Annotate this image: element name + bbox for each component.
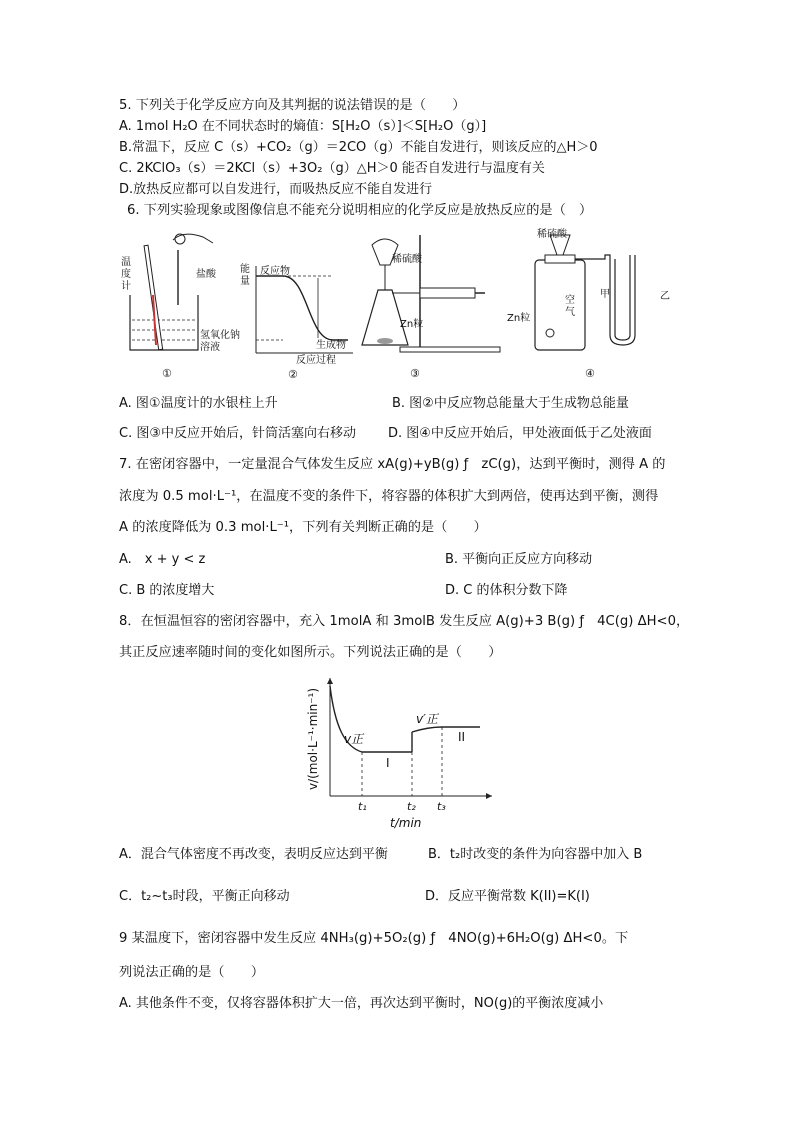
figure-1-beaker bbox=[118, 225, 240, 385]
t2-label: t₂ bbox=[407, 800, 416, 813]
q7-option-a: A. x + y < z bbox=[119, 552, 206, 567]
reaction-process-label: 反应过程 bbox=[296, 355, 336, 366]
q9-option-a: A. 其他条件不变，仅将容器体积扩大一倍，再次达到平衡时，NO(g)的平衡浓度减小 bbox=[119, 996, 604, 1011]
q5-option-b: B.常温下，反应 C（s）+CO₂（g）＝2CO（g）不能自发进行，则该反应的△H＞0 bbox=[119, 140, 598, 155]
zinc-granules-label-4: Zn粒 bbox=[507, 313, 531, 324]
v-forward-prime-label: v′正 bbox=[416, 712, 438, 726]
dilute-sulfuric-acid-label-4: 稀硫酸 bbox=[537, 229, 567, 240]
thermometer-label: 温度计 bbox=[121, 257, 131, 292]
q6-stem: 6. 下列实验现象或图像信息不能充分说明相应的化学反应是放热反应的是（ ） bbox=[127, 203, 593, 218]
dilute-sulfuric-acid-label: 稀硫酸 bbox=[392, 254, 422, 265]
figure-4-number: ④ bbox=[585, 367, 595, 380]
q7-option-c: C. B 的浓度增大 bbox=[119, 583, 215, 598]
t1-label: t₁ bbox=[358, 800, 367, 813]
q7-line-3: A 的浓度降低为 0.3 mol·L⁻¹，下列有关判断正确的是（ ） bbox=[119, 520, 487, 535]
q5-option-a: A. 1mol H₂O 在不同状态时的熵值：S[H₂O（s）]＜S[H₂O（g）] bbox=[119, 119, 487, 134]
product-label: 生成物 bbox=[316, 340, 346, 351]
graph-x-axis-label: t/min bbox=[390, 816, 422, 830]
zinc-granules-label: Zn粒 bbox=[400, 319, 424, 330]
q8-line-1: 8．在恒温恒容的密闭容器中，充入 1molA 和 3molB 发生反应 A(g)+3 B(g) ƒ 4C(g) ΔH<0， bbox=[119, 614, 690, 629]
q7-option-d: D. C 的体积分数下降 bbox=[445, 583, 568, 598]
q6-option-b: B. 图②中反应物总能量大于生成物总能量 bbox=[392, 396, 629, 411]
energy-axis-label: 能量 bbox=[240, 264, 250, 287]
q5-option-c: C. 2KClO₃（s）＝2KCl（s）+3O₂（g）△H＞0 能否自发进行与温度有关 bbox=[119, 161, 545, 176]
figure-2-number: ② bbox=[288, 368, 298, 381]
reactant-label: 反应物 bbox=[260, 266, 290, 277]
naoh-solution-label: 氢氧化钠溶液 bbox=[200, 330, 240, 353]
figure-3-flask-syringe bbox=[360, 225, 505, 385]
figure-4-bottle-u-tube bbox=[505, 225, 685, 385]
yi-label: 乙 bbox=[660, 291, 670, 302]
q9-line-2: 列说法正确的是（ ） bbox=[119, 965, 265, 980]
jia-label: 甲 bbox=[600, 289, 610, 300]
q6-option-a: A. 图①温度计的水银柱上升 bbox=[119, 396, 278, 411]
graph-y-axis-label: v/(mol·L⁻¹·min⁻¹) bbox=[306, 687, 321, 791]
q8-option-b: B．t₂时改变的条件为向容器中加入 B bbox=[428, 847, 643, 862]
q7-line-1: 7. 在密闭容器中，一定量混合气体发生反应 xA(g)+yB(g) ƒ zC(g)，达到平衡时，测得 A 的 bbox=[119, 457, 666, 472]
q5-stem: 5. 下列关于化学反应方向及其判据的说法错误的是（ ） bbox=[119, 98, 466, 113]
figure-1-number: ① bbox=[162, 367, 172, 380]
hcl-label: 盐酸 bbox=[196, 269, 216, 280]
q6-option-d: D. 图④中反应开始后，甲处液面低于乙处液面 bbox=[388, 426, 652, 441]
t3-label: t₃ bbox=[437, 800, 446, 813]
figure-2-energy-diagram bbox=[238, 258, 358, 385]
region-ii-label: II bbox=[458, 730, 466, 744]
air-label: 空气 bbox=[565, 295, 575, 318]
q7-option-b: B. 平衡向正反应方向移动 bbox=[445, 552, 593, 567]
v-forward-label: v正 bbox=[344, 732, 364, 746]
figure-3-number: ③ bbox=[410, 367, 420, 380]
q6-option-c: C. 图③中反应开始后，针筒活塞向右移动 bbox=[119, 426, 356, 441]
q8-rate-time-graph bbox=[300, 672, 500, 832]
q9-line-1: 9 某温度下，密闭容器中发生反应 4NH₃(g)+5O₂(g) ƒ 4NO(g)+6H₂O(g) ΔH<0。下 bbox=[119, 931, 629, 946]
q8-option-c: C．t₂~t₃时段，平衡正向移动 bbox=[119, 889, 290, 904]
q8-line-2: 其正反应速率随时间的变化如图所示。下列说法正确的是（ ） bbox=[119, 645, 502, 660]
region-i-label: I bbox=[386, 756, 390, 770]
q8-option-d: D．反应平衡常数 K(II)=K(I) bbox=[425, 889, 590, 904]
q8-option-a: A．混合气体密度不再改变，表明反应达到平衡 bbox=[119, 847, 388, 862]
q7-line-2: 浓度为 0.5 mol·L⁻¹，在温度不变的条件下，将容器的体积扩大到两倍，使再达到平衡，测得 bbox=[119, 489, 659, 504]
q5-option-d: D.放热反应都可以自发进行，而吸热反应不能自发进行 bbox=[119, 182, 433, 197]
